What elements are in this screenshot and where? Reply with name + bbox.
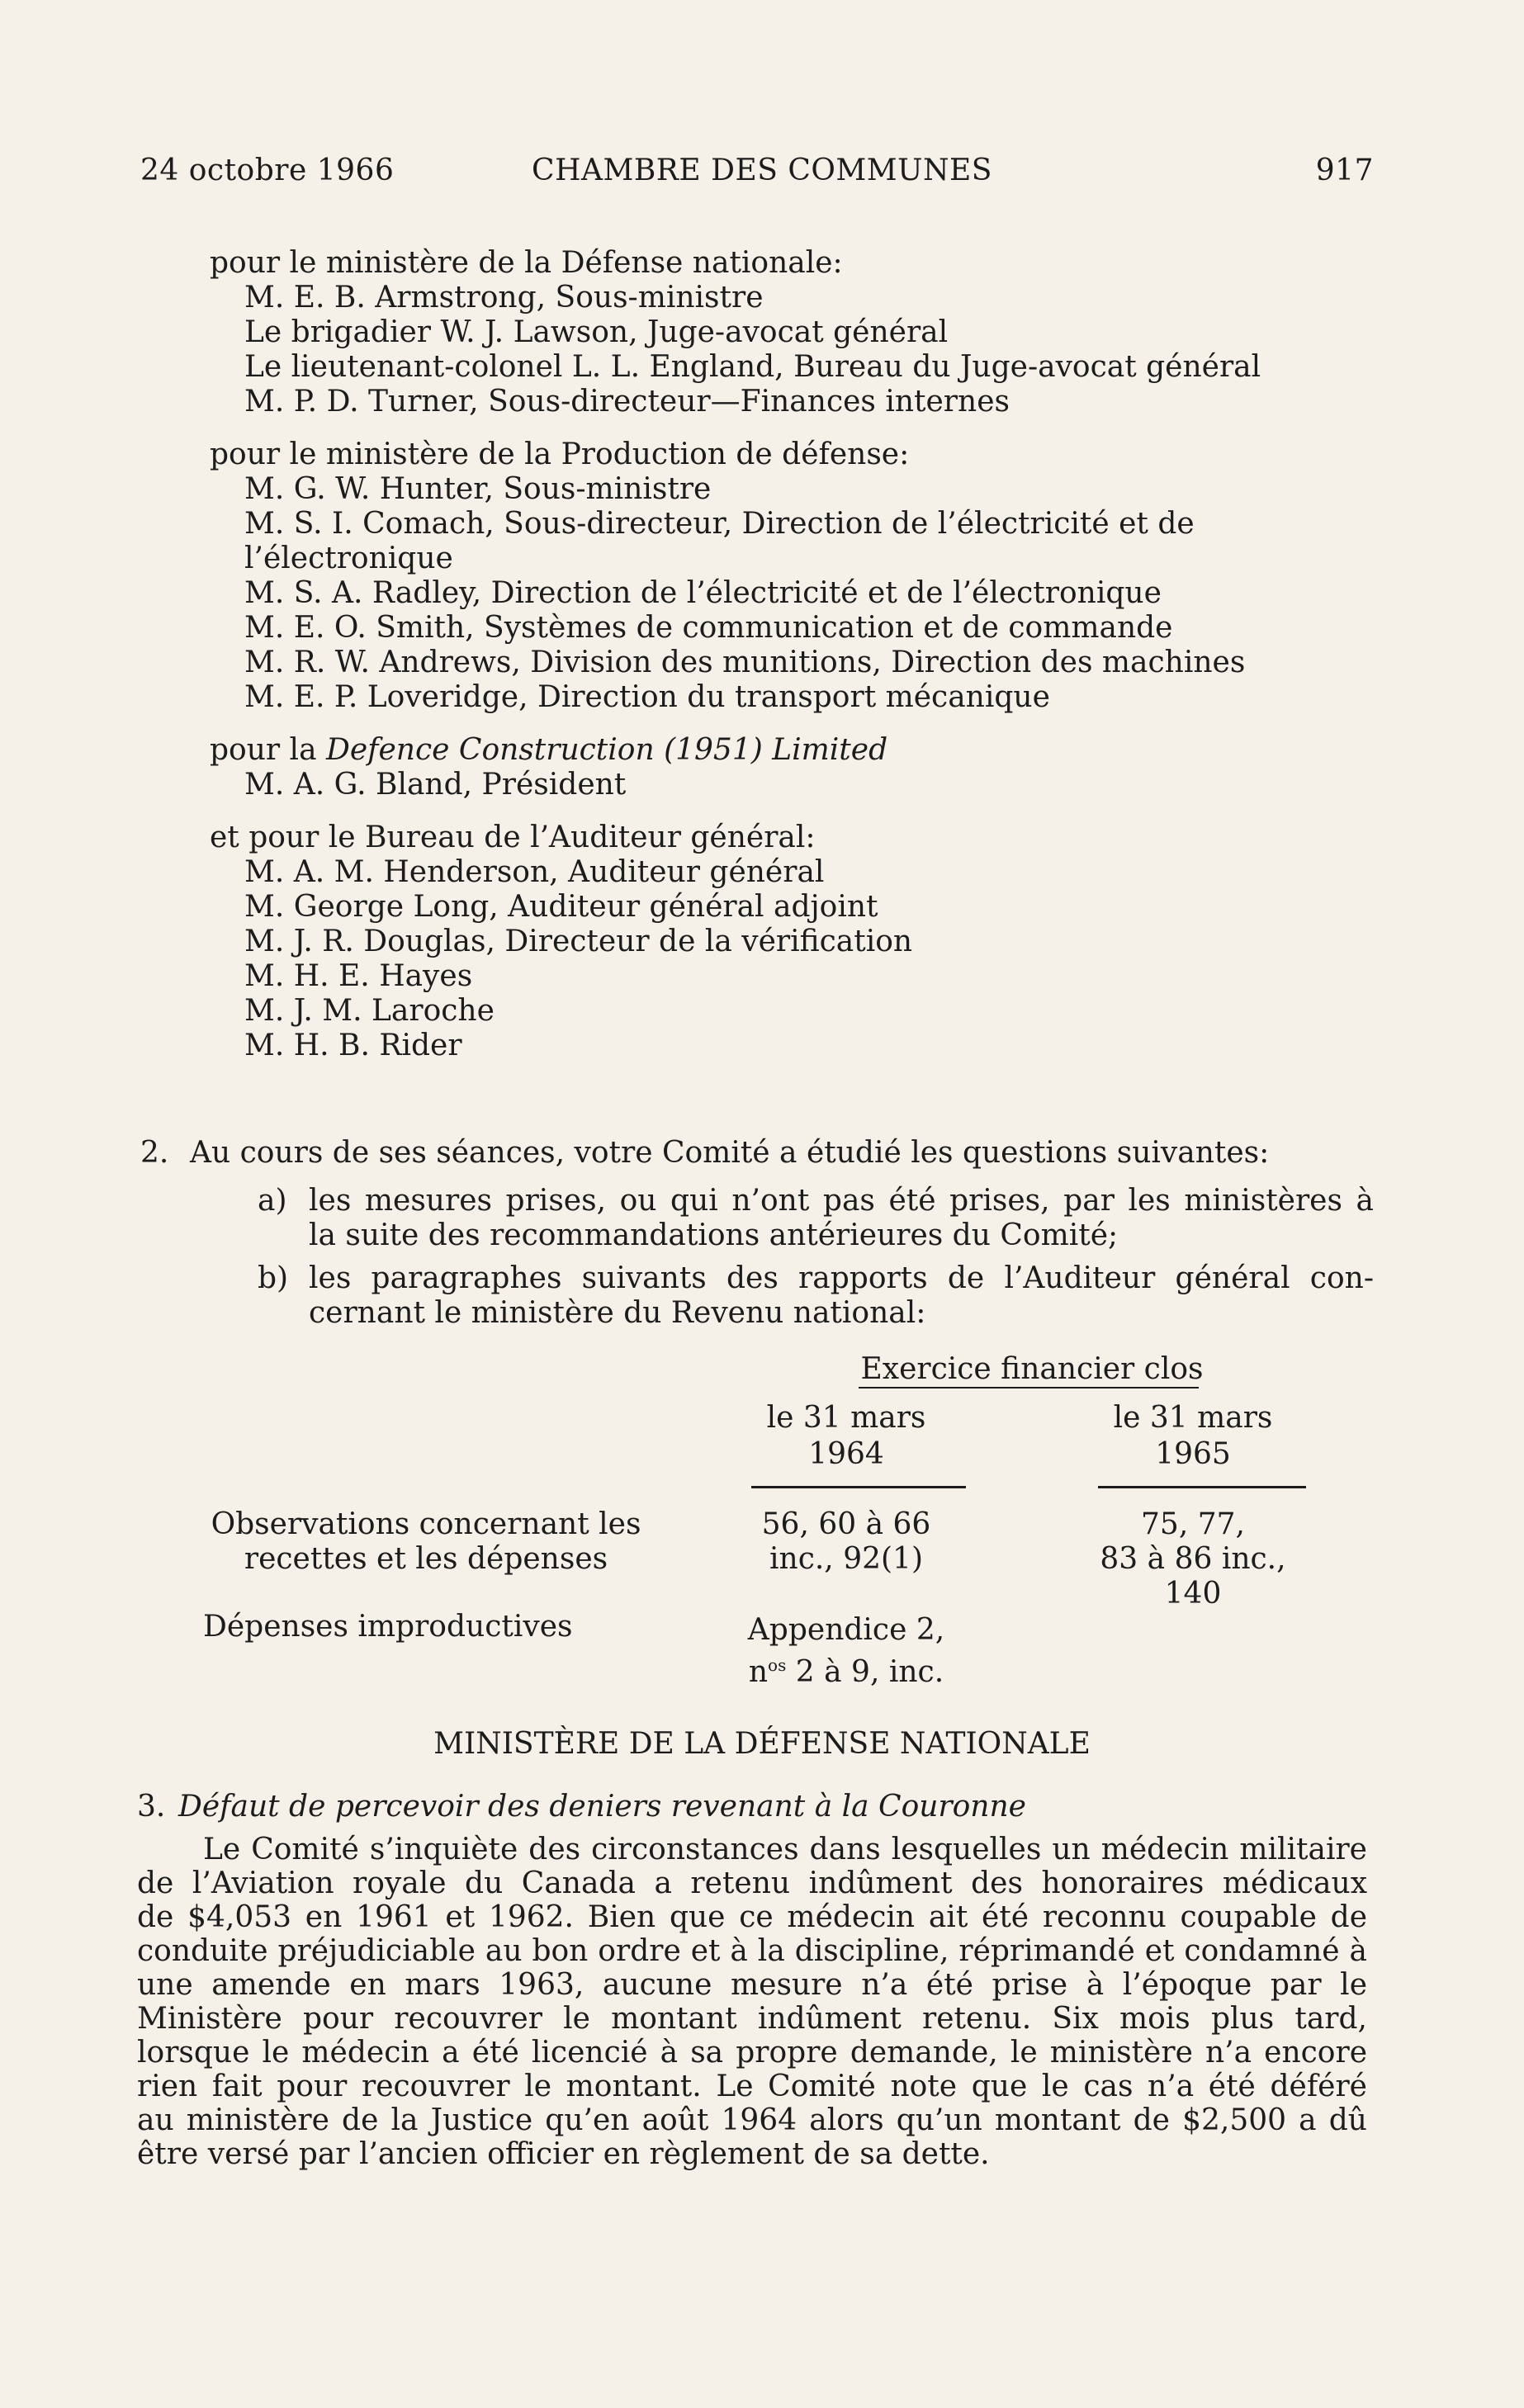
table-col1-header [727,1400,966,1473]
table-row1-col2 [1073,1507,1313,1611]
table-col2-header [1073,1400,1313,1473]
row1-label-line1: Observations concernant les [211,1507,641,1541]
body-line: conduite préjudiciable au bon ordre et à la discipline, réprimandé et condamné à [137,1934,1367,1968]
section2-intro: Au cours de ses séances, votre Comité a étudié les questions suivantes: [190,1136,1270,1170]
item-a-line2: la suite des recommandations antérieures du Comité; [309,1218,1119,1252]
production-heading: pour le ministère de la Production de défense: [210,438,910,471]
item-a-line1: les mesures prises, ou qui n’ont pas été prises, par les ministères à [309,1184,1374,1218]
table-col2-rule [1098,1486,1306,1488]
table-col1-rule [751,1486,966,1488]
witness-line: M. George Long, Auditeur général adjoint [244,890,878,924]
row1-col1-line2: inc., 92(1) [769,1542,923,1576]
body-line: être versé par l’ancien officier en règlement de sa dette. [137,2137,990,2171]
numero-rest: 2 à 9, inc. [786,1655,944,1689]
witness-line: Le brigadier W. J. Lawson, Juge-avocat général [244,315,949,349]
row1-col2-line2: 83 à 86 inc., [1100,1542,1286,1576]
col1-header-line1: le 31 mars [766,1401,926,1435]
section3-heading: Défaut de percevoir des deniers revenant à la Couronne [178,1790,1026,1824]
construction-heading-company: Defence Construction (1951) Limited [326,733,888,767]
section3-number: 3. [137,1790,166,1824]
ministry-title: MINISTÈRE DE LA DÉFENSE NATIONALE [433,1727,1091,1761]
numero-superscript: os [768,1655,787,1675]
witness-line: M. S. A. Radley, Direction de l’électricité et de l’électronique [244,576,1162,610]
item-b-line1: les paragraphes suivants des rapports de l’Auditeur général con- [309,1261,1374,1295]
table-row1-col1 [727,1507,966,1577]
row2-col1-line1: Appendice 2, [747,1613,945,1647]
body-line: rien fait pour recouvrer le montant. Le Comité note que le cas n’a été déféré [137,2070,1367,2103]
body-line: Ministère pour recouvrer le montant indûment retenu. Six mois plus tard, [137,2002,1367,2036]
witness-line: M. J. M. Laroche [244,994,495,1028]
col2-header-line2: 1965 [1155,1437,1231,1471]
col1-header-line2: 1964 [808,1437,884,1471]
body-line: au ministère de la Justice qu’en août 1964 alors qu’un montant de $2,500 a dû [137,2103,1367,2137]
body-line: de $4,053 en 1961 et 1962. Bien que ce médecin ait été reconnu coupable de [137,1900,1367,1934]
table-group-header: Exercice financier clos [860,1352,1204,1386]
witness-line: M. A. M. Henderson, Auditeur général [244,855,825,889]
body-line: lorsque le médecin a été licencié à sa propre demande, le ministère n’a encore [137,2036,1367,2070]
witness-line: M. A. G. Bland, Président [244,768,627,802]
row2-col1-line2 [727,1648,966,1690]
witness-line: M. E. B. Armstrong, Sous-ministre [244,281,764,315]
row1-col1-line1: 56, 60 à 66 [761,1507,931,1541]
table-row2-col1 [727,1613,966,1690]
body-line: Le Comité s’inquiète des circonstances dans lesquelles un médecin militaire [203,1833,1367,1866]
row1-col2-line3: 140 [1164,1577,1222,1611]
item-b-line2: cernant le ministère du Revenu national: [309,1296,926,1330]
section2-number: 2. [140,1136,169,1170]
witness-line: M. J. R. Douglas, Directeur de la vérification [244,925,913,958]
witness-line: M. H. E. Hayes [244,959,473,993]
witness-line: M. E. O. Smith, Systèmes de communication et de commande [244,611,1173,645]
row1-col2-line1: 75, 77, [1141,1507,1245,1541]
table-row2-label: Dépenses improductives [203,1610,573,1644]
page-number: 917 [1315,154,1374,187]
witness-line: l’électronique [244,542,453,575]
witness-line: M. E. P. Loveridge, Direction du transport mécanique [244,680,1050,714]
defense-heading: pour le ministère de la Défense nationale: [210,246,843,280]
construction-heading-prefix: pour la [210,733,317,767]
witness-line: M. P. D. Turner, Sous-directeur—Finances internes [244,385,1010,419]
construction-heading [210,733,1382,768]
header-title: CHAMBRE DES COMMUNES [532,154,992,187]
item-a-label: a) [258,1184,287,1218]
header-date: 24 octobre 1966 [140,154,395,187]
auditor-heading: et pour le Bureau de l’Auditeur général: [210,821,816,854]
witness-list [210,246,1382,1063]
body-line: de l’Aviation royale du Canada a retenu indûment des honoraires médicaux [137,1866,1367,1900]
section3-body [137,1833,1367,2171]
witness-line: M. H. B. Rider [244,1029,462,1062]
row1-label-line2: recettes et les dépenses [244,1542,608,1576]
body-line: une amende en mars 1963, aucune mesure n’a été prise à l’époque par le [137,1968,1367,2002]
table-row1-label [195,1507,657,1577]
col2-header-line1: le 31 mars [1113,1401,1273,1435]
table-group-rule [859,1387,1199,1389]
witness-line: M. R. W. Andrews, Division des munitions, Direction des machines [244,646,1246,679]
numero-prefix: n [748,1655,769,1689]
item-b-label: b) [258,1261,289,1295]
witness-line: Le lieutenant-colonel L. L. England, Bureau du Juge-avocat général [244,350,1261,384]
witness-line: M. S. I. Comach, Sous-directeur, Direction de l’électricité et de [244,507,1195,541]
witness-line: M. G. W. Hunter, Sous-ministre [244,472,712,506]
